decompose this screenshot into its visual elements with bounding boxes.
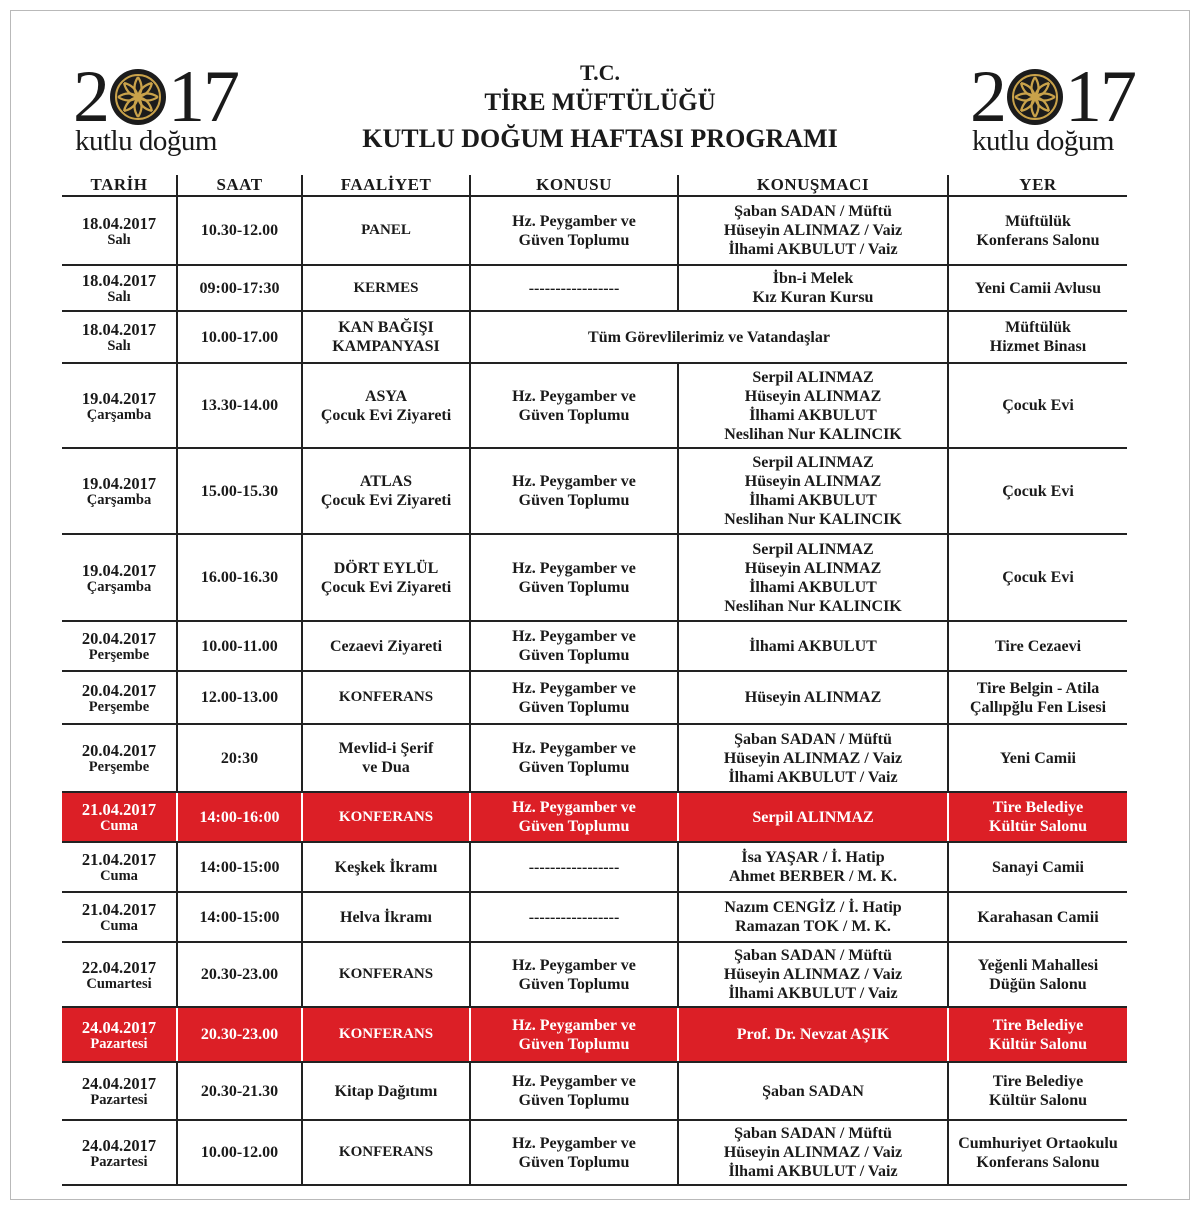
speaker-cell — [678, 534, 948, 621]
topic-cell — [470, 724, 678, 792]
topic-cell-line: Hz. Peygamber ve — [512, 1016, 636, 1034]
place-cell-line: Tire Belediye — [992, 1016, 1084, 1034]
topic-cell-line: Hz. Peygamber ve — [512, 212, 636, 230]
program-table — [62, 175, 1127, 1186]
activity-cell-line: Mevlid-i Şerif — [338, 740, 434, 757]
weekday-value: Perşembe — [88, 759, 150, 775]
date-value: 24.04.2017 — [81, 1135, 157, 1155]
weekday-value: Perşembe — [88, 647, 150, 663]
time-cell: 09:00-17:30 — [177, 265, 302, 311]
activity-cell-line: Çocuk Evi Ziyareti — [320, 578, 452, 596]
date-value: 18.04.2017 — [81, 320, 157, 339]
table-row — [62, 621, 1127, 671]
topic-cell-line: Hz. Peygamber ve — [512, 956, 636, 974]
place-cell — [948, 196, 1127, 265]
speaker-cell-line: İsa YAŞAR / İ. Hatip — [741, 849, 885, 866]
activity-cell-line: Helva İkramı — [340, 908, 432, 926]
rosette-emblem-icon — [1006, 68, 1064, 126]
table-row — [62, 363, 1127, 448]
activity-cell — [302, 621, 470, 671]
speaker-cell-line: Hüseyin ALINMAZ / Vaiz — [723, 749, 903, 767]
topic-cell — [470, 842, 678, 892]
logo-year — [73, 56, 238, 138]
speaker-cell-line: Hüseyin ALINMAZ — [744, 559, 882, 577]
logo-left — [73, 56, 238, 160]
time-cell: 12.00-13.00 — [177, 671, 302, 724]
place-cell — [948, 534, 1127, 621]
speaker-cell-line: Neslihan Nur KALINCIK — [724, 511, 902, 528]
speaker-cell-line: Şaban SADAN / Müftü — [734, 947, 892, 964]
activity-cell — [302, 448, 470, 534]
date-cell — [62, 892, 177, 942]
date-value: 19.04.2017 — [81, 388, 157, 408]
activity-cell-line: ve Dua — [362, 759, 410, 776]
activity-cell — [302, 1062, 470, 1120]
place-cell-line: Çocuk Evi — [1002, 569, 1074, 586]
activity-cell — [302, 671, 470, 724]
speaker-cell — [678, 363, 948, 448]
place-cell-line: Tire Belgin - Atila — [976, 679, 1100, 697]
date-cell — [62, 792, 177, 842]
logo-subtitle: kutlu doğum — [972, 125, 1114, 157]
date-value: 20.04.2017 — [81, 741, 157, 760]
speaker-cell-line: Hüseyin ALINMAZ — [744, 689, 882, 706]
date-value: 20.04.2017 — [81, 629, 157, 648]
logo-year — [970, 56, 1135, 138]
speaker-cell-line: Hüseyin ALINMAZ — [744, 473, 882, 490]
place-cell-line: Kültür Salonu — [989, 818, 1087, 835]
weekday-value: Salı — [107, 289, 131, 305]
speaker-cell-line: Şaban SADAN / Müftü — [734, 730, 892, 748]
place-cell — [948, 621, 1127, 671]
place-cell — [948, 1120, 1127, 1185]
time-cell: 20.30-23.00 — [177, 1007, 302, 1062]
activity-cell — [302, 265, 470, 311]
topic-cell-line: Hz. Peygamber ve — [512, 799, 636, 816]
speaker-cell — [678, 621, 948, 671]
topic-cell-line: Güven Toplumu — [518, 1092, 630, 1109]
table-row — [62, 892, 1127, 942]
activity-cell — [302, 942, 470, 1007]
table-row — [62, 448, 1127, 534]
topic-cell — [470, 1062, 678, 1120]
activity-cell-line: KAMPANYASI — [332, 338, 440, 355]
speaker-cell — [678, 942, 948, 1007]
activity-cell-line: PANEL — [361, 222, 411, 238]
date-value: 21.04.2017 — [81, 800, 157, 819]
speaker-cell-line: Hüseyin ALINMAZ — [744, 387, 882, 405]
speaker-cell-line: İlhami AKBULUT / Vaiz — [728, 985, 898, 1002]
activity-cell-line: KONFERANS — [338, 689, 434, 705]
place-cell — [948, 1007, 1127, 1062]
date-value: 19.04.2017 — [81, 560, 157, 580]
speaker-cell — [678, 196, 948, 265]
topic-cell-line: Hz. Peygamber ve — [512, 679, 636, 697]
speaker-cell-line: İlhami AKBULUT — [749, 406, 877, 424]
column-header-date: TARİH — [62, 175, 177, 196]
rosette-emblem-icon — [109, 68, 167, 126]
page-title: KUTLU DOĞUM HAFTASI PROGRAMI — [362, 124, 838, 153]
place-cell-line: Çocuk Evi — [1002, 397, 1074, 414]
speaker-cell-line: Serpil ALINMAZ — [752, 540, 874, 558]
activity-cell-line: KONFERANS — [338, 1144, 434, 1160]
activity-cell — [302, 842, 470, 892]
activity-cell-line: KONFERANS — [338, 1026, 434, 1042]
time-cell: 15.00-15.30 — [177, 448, 302, 534]
date-value: 22.04.2017 — [81, 957, 157, 977]
topic-cell — [470, 265, 678, 311]
speaker-cell — [678, 448, 948, 534]
topic-cell-line: Hz. Peygamber ve — [512, 740, 636, 757]
column-header-place: YER — [948, 175, 1127, 196]
logo-right — [970, 56, 1135, 160]
topic-cell — [470, 892, 678, 942]
date-cell — [62, 1120, 177, 1185]
topic-cell — [470, 534, 678, 621]
activity-cell — [302, 792, 470, 842]
speaker-cell-line: Şaban SADAN / Müftü — [734, 203, 892, 220]
time-cell: 10.30-12.00 — [177, 196, 302, 265]
date-cell — [62, 724, 177, 792]
speaker-cell-line: Ahmet BERBER / M. K. — [729, 868, 897, 885]
date-value: 18.04.2017 — [81, 271, 157, 290]
topic-cell — [470, 196, 678, 265]
date-cell — [62, 1062, 177, 1120]
topic-cell-line: Hz. Peygamber ve — [512, 473, 636, 490]
table-row — [62, 1007, 1127, 1062]
place-cell-line: Müftülük — [1005, 212, 1071, 230]
activity-cell — [302, 196, 470, 265]
weekday-value: Çarşamba — [86, 406, 152, 423]
speaker-cell — [678, 1062, 948, 1120]
table-row — [62, 1062, 1127, 1120]
weekday-value: Cumartesi — [86, 975, 152, 992]
topic-cell-line: Güven Toplumu — [518, 975, 630, 993]
topic-cell — [470, 448, 678, 534]
weekday-value: Salı — [107, 231, 131, 248]
place-cell-line: Çocuk Evi — [1002, 482, 1074, 500]
time-cell: 20:30 — [177, 724, 302, 792]
speaker-cell-line: Prof. Dr. Nevzat AŞIK — [736, 1026, 890, 1043]
table-row — [62, 311, 1127, 363]
speaker-cell — [678, 892, 948, 942]
activity-cell-line: Çocuk Evi Ziyareti — [320, 492, 452, 509]
place-cell-line: Sanayi Camii — [991, 858, 1084, 876]
activity-cell-line: Keşkek İkramı — [334, 858, 438, 876]
date-value: 21.04.2017 — [81, 850, 157, 869]
date-cell — [62, 942, 177, 1007]
topic-cell — [470, 363, 678, 448]
speaker-cell-line: İlhami AKBULUT — [749, 637, 877, 655]
date-value: 18.04.2017 — [81, 213, 157, 233]
speaker-cell — [678, 671, 948, 724]
place-cell — [948, 792, 1127, 842]
topic-cell — [470, 1007, 678, 1062]
date-cell — [62, 311, 177, 363]
date-value: 19.04.2017 — [81, 474, 157, 493]
activity-cell-line: DÖRT EYLÜL — [333, 559, 439, 577]
date-value: 24.04.2017 — [81, 1074, 157, 1093]
activity-cell-line: KERMES — [353, 279, 419, 296]
place-cell-line: Müftülük — [1005, 319, 1071, 336]
speaker-cell-line: Şaban SADAN — [762, 1082, 864, 1100]
topic-cell — [470, 621, 678, 671]
topic-cell-line: ----------------- — [528, 908, 620, 926]
speaker-cell — [678, 842, 948, 892]
place-cell — [948, 842, 1127, 892]
weekday-value: Perşembe — [88, 698, 150, 715]
speaker-cell-line: İbn-i Melek — [772, 270, 854, 287]
date-cell — [62, 621, 177, 671]
place-cell-line: Yeni Camii Avlusu — [975, 279, 1101, 297]
activity-cell — [302, 311, 470, 363]
weekday-value: Pazartesi — [90, 1092, 148, 1108]
table-row — [62, 534, 1127, 621]
logo-year-start: 2 — [970, 56, 1005, 138]
time-cell: 10.00-12.00 — [177, 1120, 302, 1185]
place-cell-line: Cumhuriyet Ortaokulu — [958, 1134, 1118, 1152]
place-cell-line: Düğün Salonu — [989, 975, 1087, 993]
topic-cell-line: Güven Toplumu — [518, 578, 630, 596]
activity-cell-line: KONFERANS — [338, 966, 434, 982]
topic-cell-line: Güven Toplumu — [518, 759, 630, 776]
speaker-cell-line: Neslihan Nur KALINCIK — [724, 425, 902, 443]
speaker-cell — [678, 265, 948, 311]
column-header-topic: KONUSU — [470, 175, 678, 196]
place-cell — [948, 942, 1127, 1007]
logo-year-end: 17 — [1065, 56, 1135, 138]
topic-speaker-merged-cell: Tüm Görevlilerimiz ve Vatandaşlar — [470, 311, 948, 363]
weekday-value: Cuma — [100, 918, 138, 934]
speaker-cell-line: Hüseyin ALINMAZ / Vaiz — [723, 966, 903, 983]
date-cell — [62, 265, 177, 311]
table-row — [62, 1120, 1127, 1185]
date-value: 21.04.2017 — [81, 900, 157, 919]
place-cell — [948, 363, 1127, 448]
header-line-2: TİRE MÜFTÜLÜĞÜ — [484, 89, 716, 116]
speaker-cell-line: İlhami AKBULUT / Vaiz — [728, 768, 898, 786]
speaker-cell — [678, 1007, 948, 1062]
date-value: 20.04.2017 — [81, 680, 157, 700]
place-cell-line: Hizmet Binası — [989, 338, 1087, 355]
place-cell-line: Tire Cezaevi — [994, 637, 1082, 655]
topic-cell — [470, 1120, 678, 1185]
column-header-activity: FAALİYET — [302, 175, 470, 196]
speaker-cell-line: İlhami AKBULUT / Vaiz — [728, 1163, 898, 1180]
speaker-cell-line: İlhami AKBULUT — [749, 492, 877, 509]
place-cell-line: Konferans Salonu — [976, 231, 1100, 249]
topic-cell — [470, 792, 678, 842]
place-cell-line: Karahasan Camii — [977, 908, 1099, 926]
place-cell — [948, 448, 1127, 534]
place-cell — [948, 1062, 1127, 1120]
time-cell: 20.30-21.30 — [177, 1062, 302, 1120]
weekday-value: Çarşamba — [86, 492, 152, 508]
topic-cell-line: Güven Toplumu — [518, 1153, 630, 1171]
date-cell — [62, 842, 177, 892]
column-header-speaker: KONUŞMACI — [678, 175, 948, 196]
header-line-1: T.C. — [580, 60, 620, 85]
time-cell: 14:00-15:00 — [177, 892, 302, 942]
time-cell: 14:00-16:00 — [177, 792, 302, 842]
date-cell — [62, 363, 177, 448]
table-header-row — [62, 175, 1127, 196]
time-cell: 13.30-14.00 — [177, 363, 302, 448]
table-row — [62, 842, 1127, 892]
table-row — [62, 724, 1127, 792]
topic-cell-line: ----------------- — [528, 858, 620, 876]
place-cell-line: Tire Belediye — [992, 799, 1084, 816]
speaker-cell-line: İlhami AKBULUT — [749, 578, 877, 596]
topic-cell — [470, 942, 678, 1007]
activity-cell — [302, 363, 470, 448]
topic-cell-line: Güven Toplumu — [518, 1035, 630, 1053]
activity-cell — [302, 1007, 470, 1062]
topic-cell-line: Hz. Peygamber ve — [512, 387, 636, 405]
date-cell — [62, 448, 177, 534]
activity-cell-line: Cezaevi Ziyareti — [329, 637, 443, 655]
speaker-cell-line: Neslihan Nur KALINCIK — [724, 597, 902, 615]
topic-cell-line: Güven Toplumu — [518, 647, 630, 664]
place-cell — [948, 311, 1127, 363]
table-body — [62, 196, 1127, 1185]
logo-subtitle: kutlu doğum — [75, 125, 217, 157]
speaker-cell-line: Nazım CENGİZ / İ. Hatip — [724, 899, 902, 916]
logo-year-end: 17 — [168, 56, 238, 138]
speaker-cell-line: İlhami AKBULUT / Vaiz — [728, 241, 898, 258]
speaker-cell-line: Serpil ALINMAZ — [752, 808, 874, 826]
place-cell-line: Yeğenli Mahallesi — [977, 956, 1099, 974]
activity-cell — [302, 1120, 470, 1185]
table-row — [62, 671, 1127, 724]
place-cell-line: Kültür Salonu — [989, 1092, 1087, 1109]
speaker-cell-line: Ramazan TOK / M. K. — [735, 918, 891, 935]
weekday-value: Cuma — [100, 868, 138, 884]
place-cell-line: Yeni Camii — [1000, 749, 1076, 767]
speaker-cell-line: Serpil ALINMAZ — [752, 368, 874, 386]
table-row — [62, 265, 1127, 311]
topic-cell-line: Güven Toplumu — [518, 698, 630, 716]
activity-cell — [302, 534, 470, 621]
activity-cell-line: KONFERANS — [338, 808, 434, 825]
speaker-cell-line: Serpil ALINMAZ — [752, 454, 874, 471]
time-cell: 10.00-17.00 — [177, 311, 302, 363]
speaker-cell-line: Hüseyin ALINMAZ / Vaiz — [723, 1144, 903, 1161]
date-cell — [62, 1007, 177, 1062]
date-value: 24.04.2017 — [81, 1017, 157, 1037]
date-cell — [62, 671, 177, 724]
topic-cell-line: Hz. Peygamber ve — [512, 1073, 636, 1090]
place-cell-line: Kültür Salonu — [989, 1035, 1087, 1053]
time-cell: 16.00-16.30 — [177, 534, 302, 621]
weekday-value: Pazartesi — [90, 1153, 148, 1170]
table-row — [62, 196, 1127, 265]
topic-cell-line: Güven Toplumu — [518, 406, 630, 424]
place-cell — [948, 671, 1127, 724]
weekday-value: Pazartesi — [90, 1035, 148, 1052]
place-cell — [948, 724, 1127, 792]
weekday-value: Çarşamba — [86, 578, 152, 595]
logo-year-start: 2 — [73, 56, 108, 138]
activity-cell-line: Çocuk Evi Ziyareti — [320, 406, 452, 424]
date-cell — [62, 534, 177, 621]
time-cell: 20.30-23.00 — [177, 942, 302, 1007]
time-cell: 14:00-15:00 — [177, 842, 302, 892]
activity-cell-line: Kitap Dağıtımı — [334, 1082, 438, 1100]
time-cell: 10.00-11.00 — [177, 621, 302, 671]
date-cell — [62, 196, 177, 265]
speaker-cell — [678, 1120, 948, 1185]
speaker-cell-line: Hüseyin ALINMAZ / Vaiz — [723, 222, 903, 239]
topic-cell-line: Güven Toplumu — [518, 231, 630, 249]
column-header-time: SAAT — [177, 175, 302, 196]
topic-cell — [470, 671, 678, 724]
activity-cell — [302, 892, 470, 942]
topic-cell-line: Hz. Peygamber ve — [512, 628, 636, 645]
table-row — [62, 942, 1127, 1007]
topic-cell-line: Hz. Peygamber ve — [512, 559, 636, 577]
weekday-value: Salı — [107, 338, 131, 354]
activity-cell-line: ATLAS — [359, 473, 413, 490]
activity-cell-line: KAN BAĞIŞI — [338, 319, 434, 336]
speaker-cell-line: Şaban SADAN / Müftü — [734, 1125, 892, 1142]
place-cell-line: Konferans Salonu — [976, 1153, 1100, 1171]
table-row — [62, 792, 1127, 842]
speaker-cell — [678, 792, 948, 842]
topic-cell-line: ----------------- — [528, 279, 620, 297]
speaker-cell-line: Kız Kuran Kursu — [752, 289, 874, 306]
activity-cell-line: ASYA — [364, 387, 408, 405]
topic-cell-line: Güven Toplumu — [518, 818, 630, 835]
activity-cell — [302, 724, 470, 792]
place-cell-line: Tire Belediye — [992, 1073, 1084, 1090]
place-cell — [948, 265, 1127, 311]
weekday-value: Cuma — [100, 818, 138, 834]
place-cell — [948, 892, 1127, 942]
topic-cell-line: Güven Toplumu — [518, 492, 630, 509]
speaker-cell — [678, 724, 948, 792]
topic-cell-line: Hz. Peygamber ve — [512, 1134, 636, 1152]
place-cell-line: Çallıpğlu Fen Lisesi — [969, 698, 1107, 716]
